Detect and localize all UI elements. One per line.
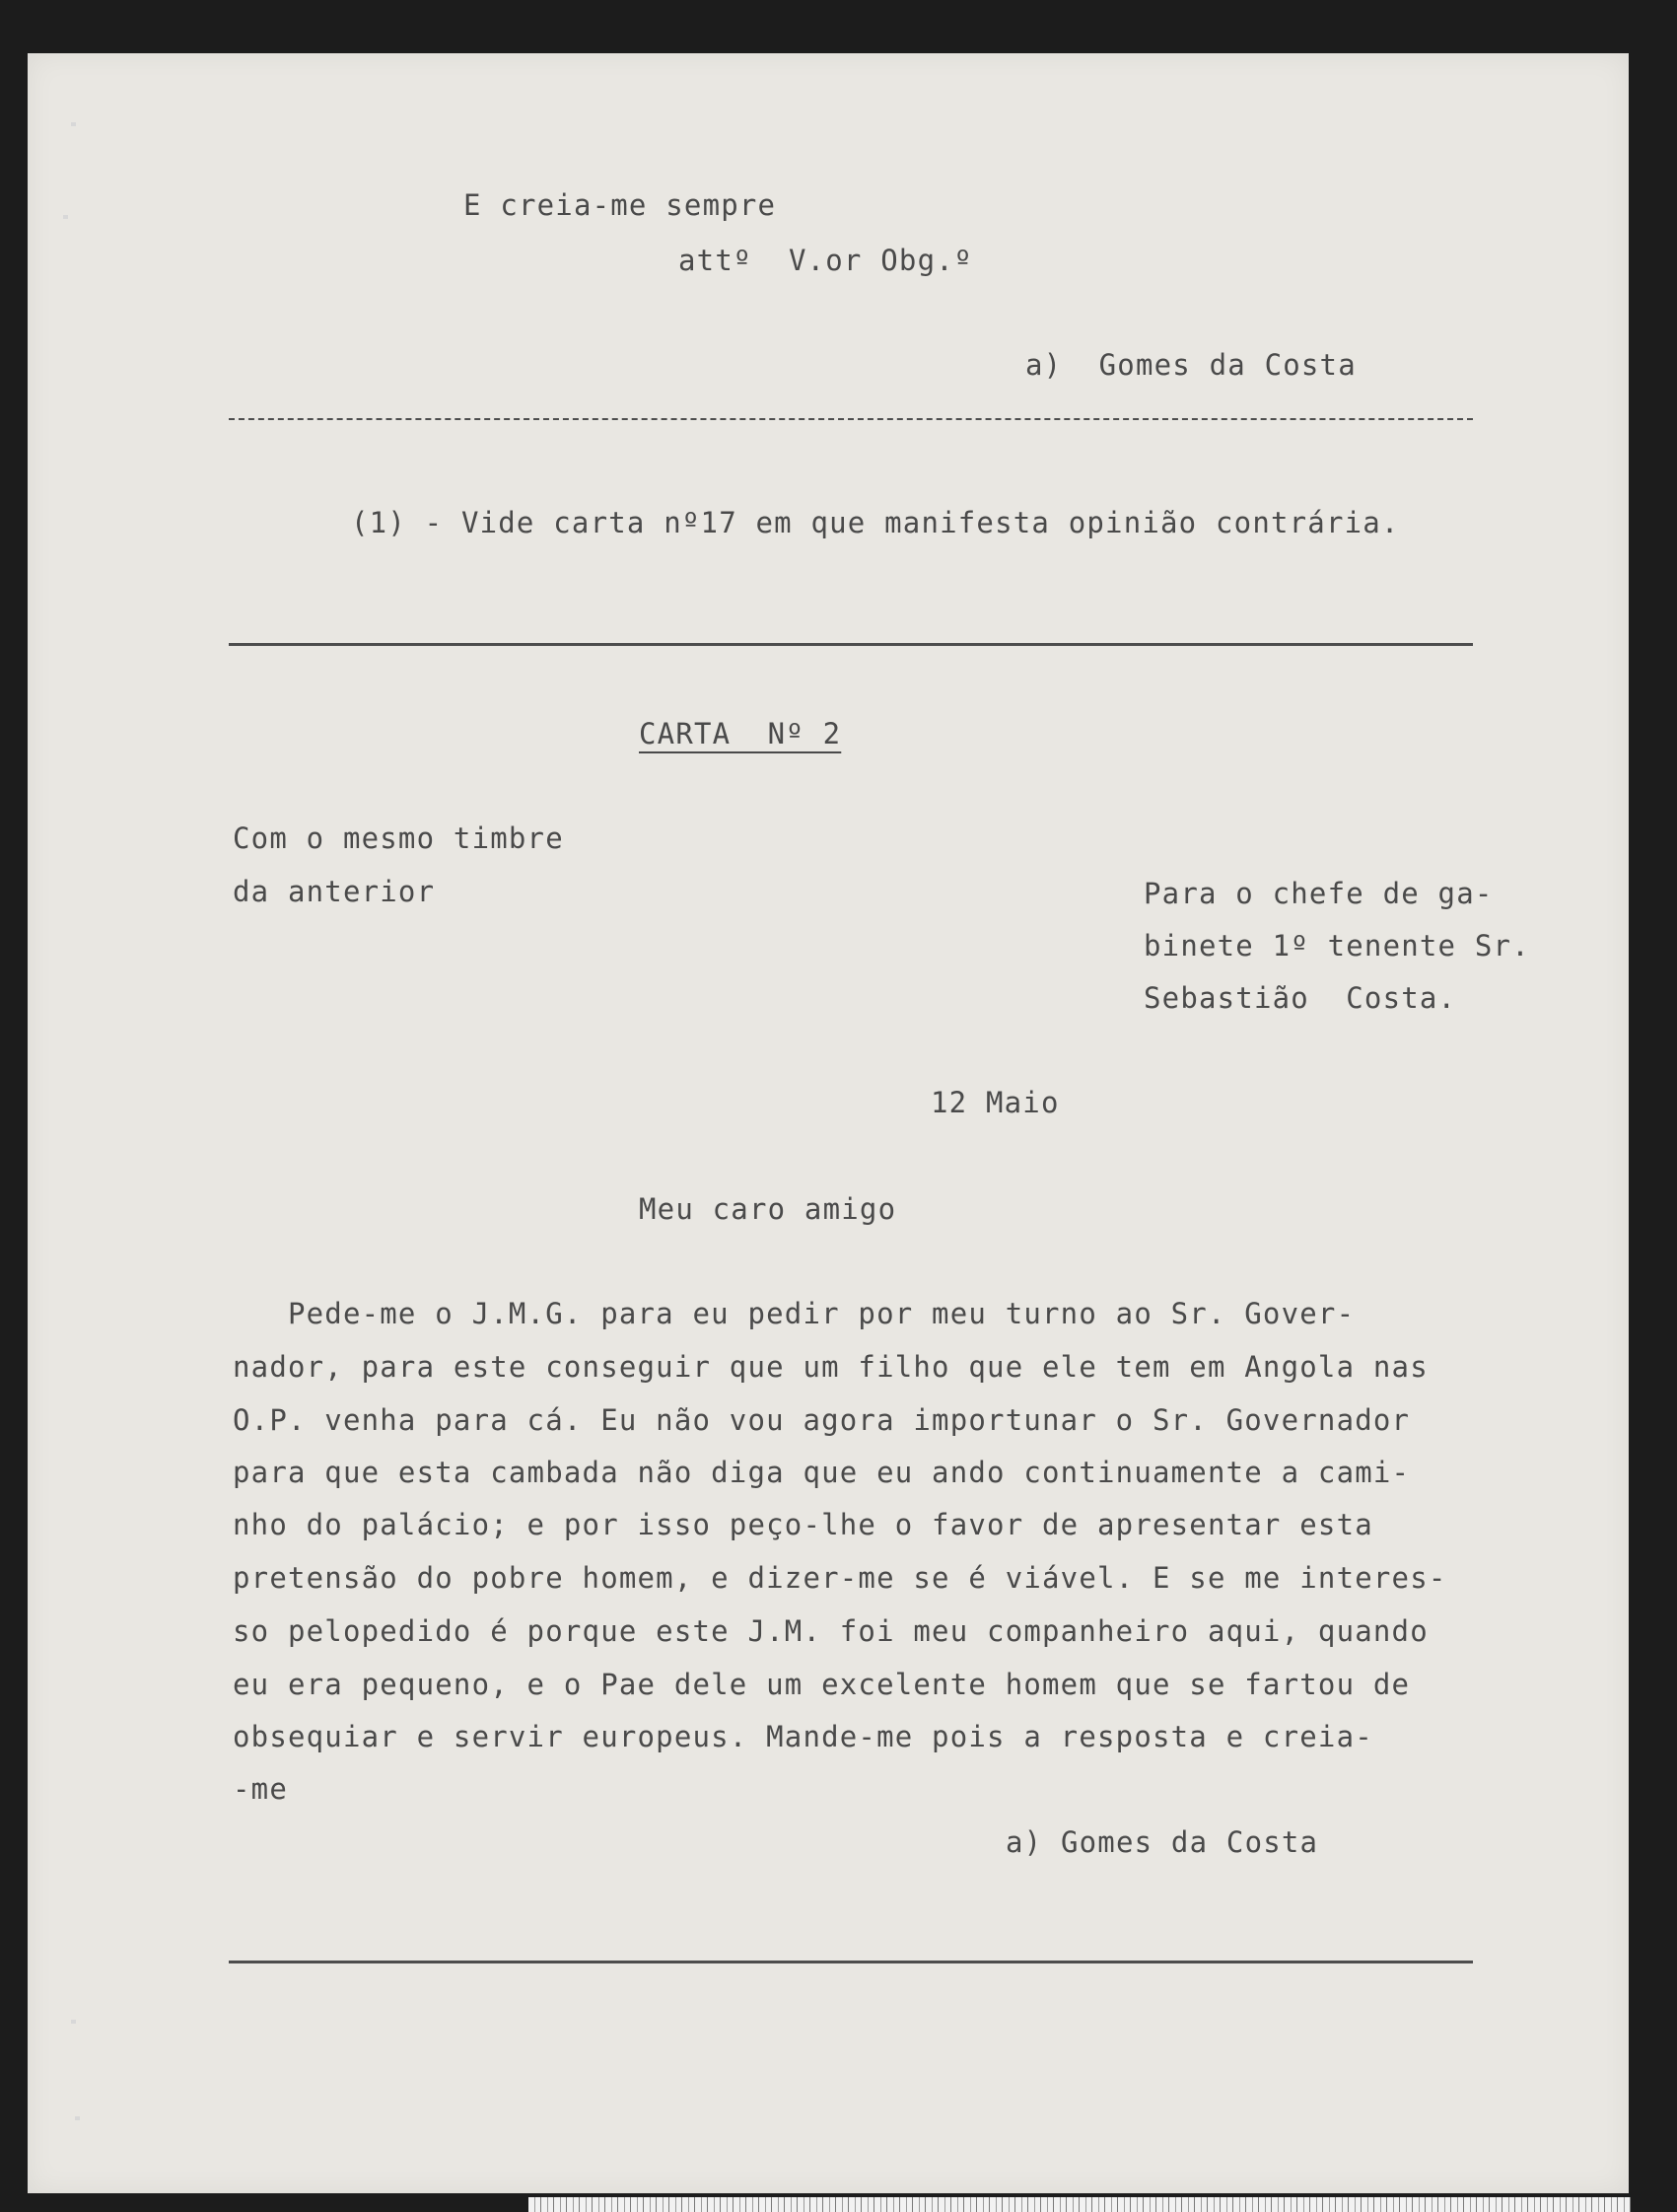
closing-line-attentive: attº V.or Obg.º [678,244,973,277]
body-line: para que esta cambada não diga que eu ando continuamente a cami- [233,1456,1411,1489]
body-line: Pede-me o J.M.G. para eu pedir por meu turno ao Sr. Gover- [233,1297,1356,1330]
body-line: nador, para este conseguir que um filho que ele tem em Angola nas [233,1350,1429,1384]
body-line: eu era pequeno, e o Pae dele um excelente homem que se fartou de [233,1668,1411,1701]
signature-bottom: a) Gomes da Costa [1006,1825,1319,1859]
letterhead-note-line: Com o mesmo timbre [233,821,564,855]
solid-divider-bottom [229,1961,1473,1963]
solid-divider-top [229,643,1473,646]
signature-top: a) Gomes da Costa [1025,348,1357,382]
salutation: Meu caro amigo [639,1192,897,1226]
letter-heading: CARTA Nº 2 [639,717,842,750]
body-line: so pelopedido é porque este J.M. foi meu companheiro aqui, quando [233,1614,1429,1648]
letterhead-note-line: da anterior [233,875,436,908]
recipient-line: Sebastião Costa. [1144,981,1457,1015]
scan-ruler [528,2197,1631,2212]
body-line: obsequiar e servir europeus. Mande-me pois a resposta e creia- [233,1720,1373,1753]
footnote: (1) - Vide carta nº17 em que manifesta opinião contrária. [351,506,1400,539]
binder-mark [63,215,68,219]
binder-mark [75,2116,80,2120]
body-line: -me [233,1772,288,1806]
recipient-line: binete 1º tenente Sr. [1144,929,1530,963]
binder-mark [71,122,76,126]
recipient-line: Para o chefe de ga- [1144,877,1494,910]
letter-date: 12 Maio [931,1086,1060,1119]
body-line: pretensão do pobre homem, e dizer-me se é viável. E se me interes- [233,1561,1447,1595]
typewritten-page [28,53,1629,2193]
dashed-divider [229,418,1473,420]
body-line: nho do palácio; e por isso peço-lhe o favor de apresentar esta [233,1508,1373,1541]
closing-line: E creia-me sempre [463,188,777,222]
binder-mark [71,2020,76,2024]
body-line: O.P. venha para cá. Eu não vou agora importunar o Sr. Governador [233,1403,1411,1437]
